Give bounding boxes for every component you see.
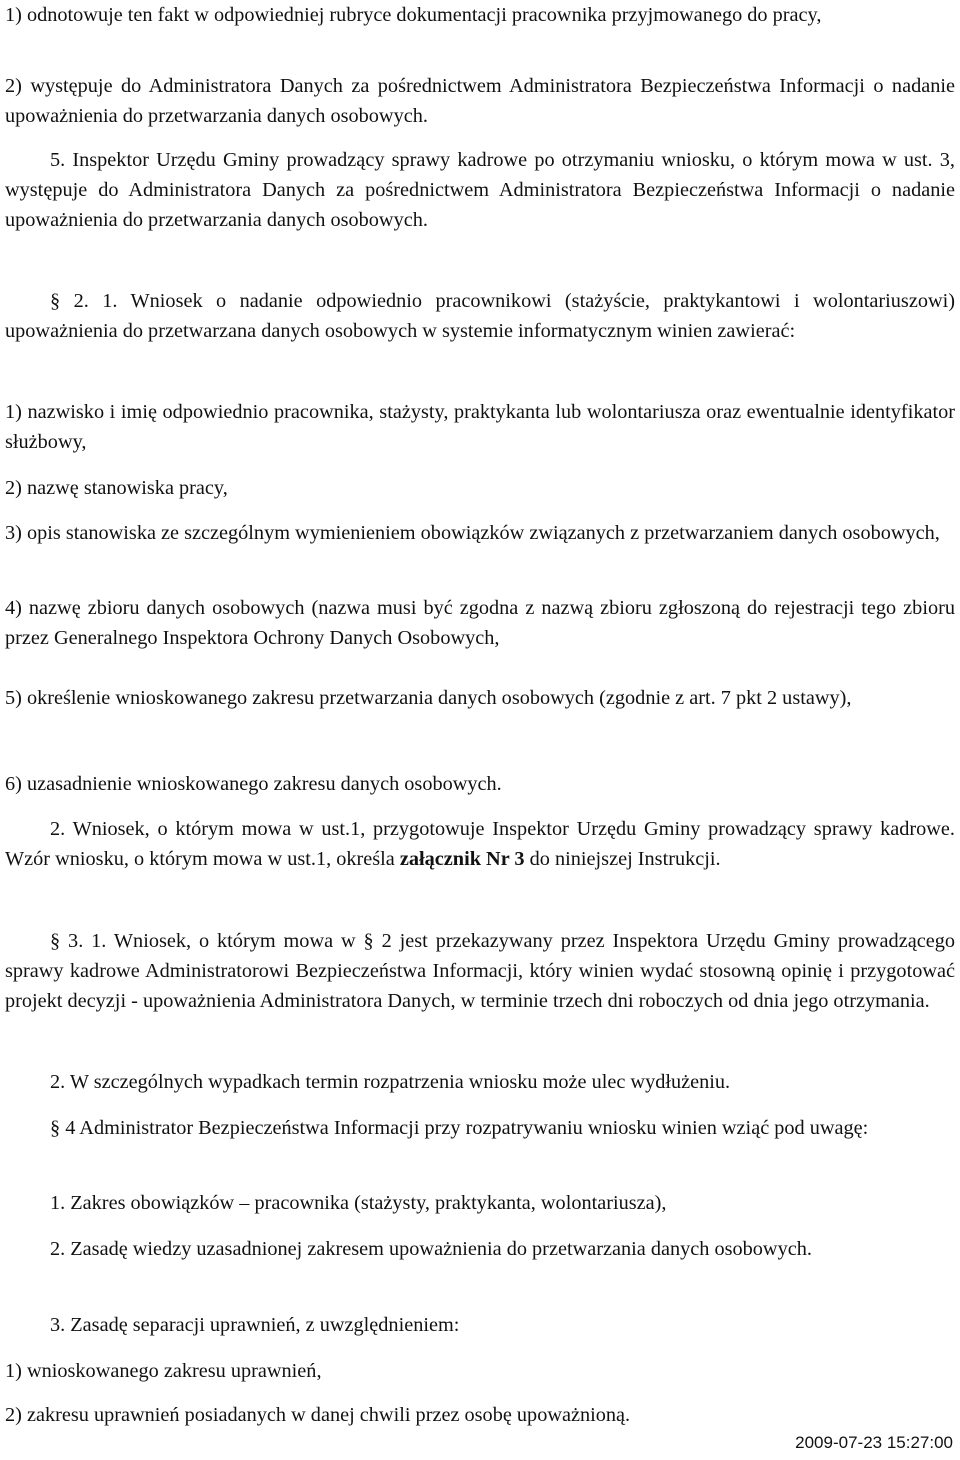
paragraph-section-3-2: 2. W szczególnych wypadkach termin rozpatrzenia wniosku może ulec wydłużeniu. [50, 1071, 731, 1093]
criteria-item-3: 3. Zasadę separacji uprawnień, z uwzględnieniem: [50, 1314, 460, 1336]
criteria-subitem-2: 2) zakresu uprawnień posiadanych w danej chwili przez osobę upoważnioną. [5, 1404, 631, 1426]
paragraph-section-2-2-text: 2. Wniosek, o którym mowa w ust.1, przygotowuje Inspektor Urzędu Gminy prowadzący sprawy kadrowe. Wzór wniosku, o którym mowa w ust.1, określa [5, 818, 955, 870]
list-item-3: 3) opis stanowiska ze szczególnym wymienieniem obowiązków związanych z przetwarzaniem danych osobowych, [5, 522, 940, 544]
paragraph-section-2-2-end: do niniejszej Instrukcji. [529, 848, 721, 870]
paragraph-section-2-2 [5, 814, 955, 874]
criteria-item-1: 1. Zakres obowiązków – pracownika (stażysty, praktykanta, wolontariusza), [50, 1192, 667, 1214]
attachment-reference: załącznik Nr 3 [399, 848, 525, 870]
paragraph-1-2: 2) występuje do Administratora Danych za pośrednictwem Administratora Bezpieczeństwa Informacji o nadanie upoważnienia do przetwarzania danych osobowych. [5, 75, 955, 127]
list-item-5: 5) określenie wnioskowanego zakresu przetwarzania danych osobowych (zgodnie z art. 7 pkt 2 ustawy), [5, 687, 852, 709]
list-item-6: 6) uzasadnienie wnioskowanego zakresu danych osobowych. [5, 773, 502, 795]
list-item-2: 2) nazwę stanowiska pracy, [5, 477, 228, 499]
print-timestamp: 2009-07-23 15:27:00 [795, 1433, 953, 1452]
paragraph-section-2-1: § 2. 1. Wniosek o nadanie odpowiednio pracownikowi (stażyście, praktykantowi i wolontariuszowi) upoważnienia do przetwarzana danych osobowych w systemie informatycznym winien zawierać: [5, 290, 955, 342]
paragraph-point-5: 5. Inspektor Urzędu Gminy prowadzący sprawy kadrowe po otrzymaniu wniosku, o którym mowa w ust. 3, występuje do Administratora Danych za pośrednictwem Administratora Bezpieczeństwa Informacji o nadanie upoważnienia do przetwarzania danych osobowych. [5, 149, 955, 231]
criteria-item-2: 2. Zasadę wiedzy uzasadnionej zakresem upoważnienia do przetwarzania danych osobowych. [50, 1238, 812, 1260]
paragraph-section-4: § 4 Administrator Bezpieczeństwa Informacji przy rozpatrywaniu wniosku winien wziąć pod uwagę: [50, 1117, 869, 1139]
list-item-4: 4) nazwę zbioru danych osobowych (nazwa musi być zgodna z nazwą zbioru zgłoszoną do rejestracji tego zbioru przez Generalnego Inspektora Ochrony Danych Osobowych, [5, 597, 955, 649]
paragraph-section-3-1: § 3. 1. Wniosek, o którym mowa w § 2 jest przekazywany przez Inspektora Urzędu Gminy prowadzącego sprawy kadrowe Administratorowi Bezpieczeństwa Informacji, który winien wydać stosowną opinię i przygotować projekt decyzji - upoważnienia Administratora Danych, w terminie trzech dni roboczych od dnia jego otrzymania. [5, 930, 955, 1012]
criteria-subitem-1: 1) wnioskowanego zakresu uprawnień, [5, 1360, 322, 1382]
paragraph-1-1: 1) odnotowuje ten fakt w odpowiedniej rubryce dokumentacji pracownika przyjmowanego do pracy, [5, 4, 822, 26]
list-item-1: 1) nazwisko i imię odpowiednio pracownika, stażysty, praktykanta lub wolontariusza oraz ewentualnie identyfikator służbowy, [5, 401, 955, 453]
